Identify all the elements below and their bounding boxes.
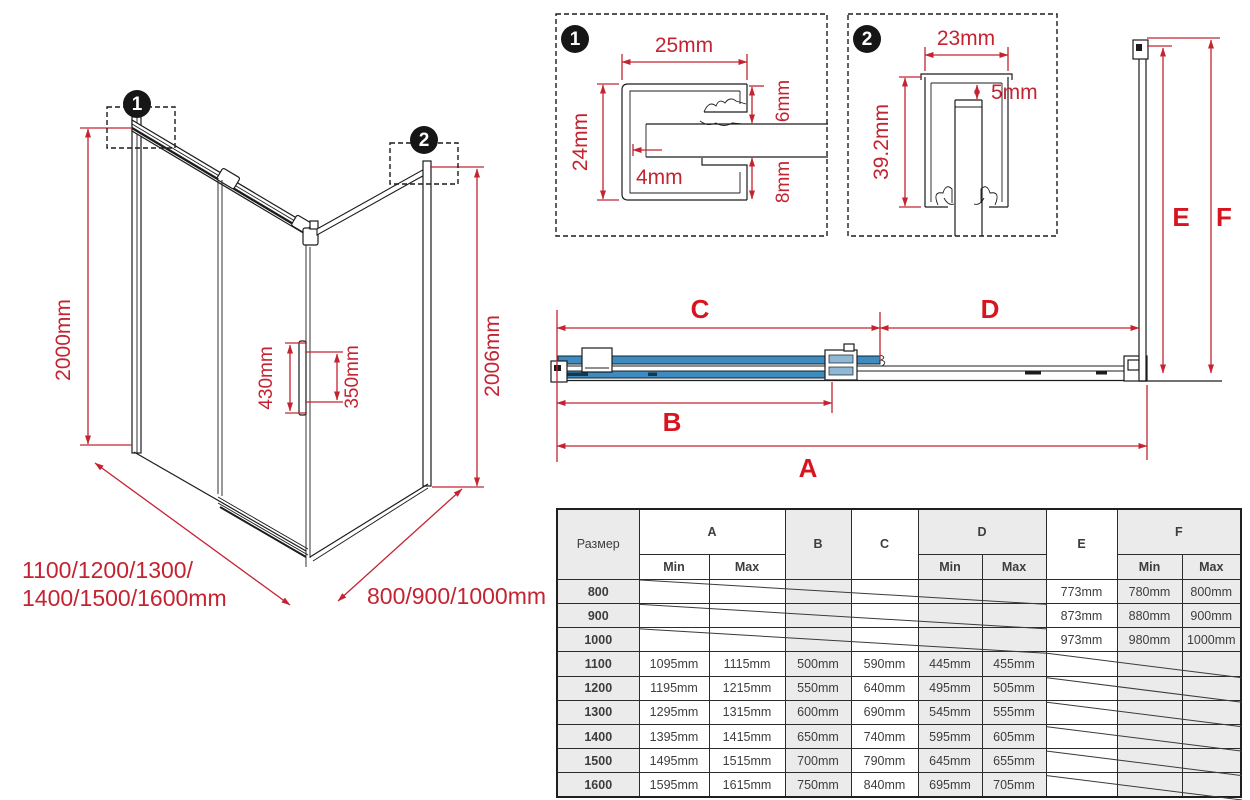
subheader-a-min: Min: [639, 554, 709, 579]
table-cell: [1046, 773, 1117, 797]
table-cell: 555mm: [982, 700, 1046, 724]
table-cell: 880mm: [1117, 604, 1182, 628]
table-cell: 1515mm: [709, 749, 785, 773]
table-cell: 695mm: [918, 773, 982, 797]
table-cell: 1495mm: [639, 749, 709, 773]
table-cell: 655mm: [982, 749, 1046, 773]
row-label: 1000: [557, 628, 639, 652]
table-cell: [639, 604, 709, 628]
table-cell: [1182, 724, 1241, 748]
subheader-d-min: Min: [918, 554, 982, 579]
row-label: 1500: [557, 749, 639, 773]
table-cell: [1046, 749, 1117, 773]
table-cell: [1182, 676, 1241, 700]
dim-label-width-1: 1100/1200/1300/: [22, 557, 193, 583]
side-panel-plan: [1139, 43, 1146, 381]
table-cell: 650mm: [785, 724, 851, 748]
wall-profile-right: [423, 161, 431, 486]
table-cell: [1046, 724, 1117, 748]
column-header-e: E: [1046, 509, 1117, 579]
plan-label-a: A: [798, 453, 818, 483]
table-cell: 1595mm: [639, 773, 709, 797]
dim-label-profile1-top-lip: 6mm: [773, 79, 794, 123]
table-cell: 750mm: [785, 773, 851, 797]
table-cell: [982, 579, 1046, 603]
column-header-d: D: [918, 509, 1046, 554]
dim-label-profile2-width: 23mm: [936, 27, 996, 50]
table-cell: [1117, 749, 1182, 773]
subheader-a-max: Max: [709, 554, 785, 579]
table-cell: [785, 604, 851, 628]
table-cell: 1315mm: [709, 700, 785, 724]
row-label: 1400: [557, 724, 639, 748]
table-cell: [1182, 700, 1241, 724]
row-label: 800: [557, 579, 639, 603]
table-cell: [918, 604, 982, 628]
table-cell: 1295mm: [639, 700, 709, 724]
table-cell: 1115mm: [709, 652, 785, 676]
size-column-header: Размер: [557, 509, 639, 579]
center-roller-block: [825, 350, 857, 380]
table-cell: [918, 628, 982, 652]
table-cell: 545mm: [918, 700, 982, 724]
column-header-a: A: [639, 509, 785, 554]
table-cell: 700mm: [785, 749, 851, 773]
table-row: [557, 724, 1241, 748]
table-cell: 900mm: [1182, 604, 1241, 628]
table-cell: [639, 628, 709, 652]
table-cell: [982, 628, 1046, 652]
table-cell: 495mm: [918, 676, 982, 700]
column-header-b: B: [785, 509, 851, 579]
detail-view-1: [556, 14, 828, 236]
table-cell: [1046, 700, 1117, 724]
table-cell: 1095mm: [639, 652, 709, 676]
table-row: [557, 773, 1241, 797]
table-cell: [1117, 652, 1182, 676]
dim-label-profile2-height: 39.2mm: [870, 104, 893, 180]
plan-label-f: F: [1216, 202, 1232, 232]
dim-label-profile1-height: 24mm: [569, 112, 592, 172]
table-cell: 790mm: [851, 749, 918, 773]
table-cell: [709, 628, 785, 652]
table-cell: 505mm: [982, 676, 1046, 700]
table-cell: 1615mm: [709, 773, 785, 797]
table-cell: [1182, 749, 1241, 773]
table-cell: [1182, 652, 1241, 676]
table-cell: 1395mm: [639, 724, 709, 748]
table-cell: [1046, 652, 1117, 676]
table-cell: 1215mm: [709, 676, 785, 700]
plan-label-c: C: [690, 294, 710, 324]
table-cell: 500mm: [785, 652, 851, 676]
table-cell: [982, 604, 1046, 628]
table-cell: 600mm: [785, 700, 851, 724]
table-cell: [1117, 773, 1182, 797]
table-cell: 773mm: [1046, 579, 1117, 603]
table-cell: [1117, 676, 1182, 700]
table-cell: [1117, 724, 1182, 748]
table-cell: 590mm: [851, 652, 918, 676]
table-cell: [785, 628, 851, 652]
table-cell: [709, 604, 785, 628]
table-row: [557, 676, 1241, 700]
table-cell: [785, 579, 851, 603]
door-handle: [299, 341, 306, 415]
table-row: [557, 749, 1241, 773]
table-cell: 800mm: [1182, 579, 1241, 603]
callout-number-2: 2: [418, 130, 430, 151]
table-cell: [709, 579, 785, 603]
detail-1-number: 1: [569, 29, 581, 50]
table-cell: 1415mm: [709, 724, 785, 748]
table-row: [557, 652, 1241, 676]
width-dimension-arrow: [95, 463, 290, 605]
dim-label-handle-length: 430mm: [256, 346, 277, 410]
table-cell: 455mm: [982, 652, 1046, 676]
table-cell: 705mm: [982, 773, 1046, 797]
wall-profile-left: [132, 117, 141, 453]
row-label: 1300: [557, 700, 639, 724]
table-cell: 690mm: [851, 700, 918, 724]
callout-number-1: 1: [131, 94, 143, 115]
subheader-f-max: Max: [1182, 554, 1241, 579]
table-cell: 640mm: [851, 676, 918, 700]
subheader-f-min: Min: [1117, 554, 1182, 579]
dim-label-profile1-width: 25mm: [654, 34, 714, 57]
table-cell: [918, 579, 982, 603]
table-cell: [851, 628, 918, 652]
table-cell: [1046, 676, 1117, 700]
table-cell: 873mm: [1046, 604, 1117, 628]
dim-label-profile1-bottom-lip: 8mm: [773, 160, 794, 204]
roller-clip: [936, 187, 952, 205]
row-label: 900: [557, 604, 639, 628]
table-row: [557, 700, 1241, 724]
column-header-f: F: [1117, 509, 1241, 554]
wall-bracket-plan: [551, 361, 567, 382]
row-label: 1600: [557, 773, 639, 797]
table-cell: [639, 579, 709, 603]
table-cell: 645mm: [918, 749, 982, 773]
table-cell: 595mm: [918, 724, 982, 748]
table-cell: 840mm: [851, 773, 918, 797]
detail-view-2: [848, 14, 1057, 236]
table-cell: 740mm: [851, 724, 918, 748]
table-row: [557, 604, 1241, 628]
table-cell: 550mm: [785, 676, 851, 700]
dim-label-depth: 800/900/1000mm: [367, 583, 547, 609]
dim-label-profile1-inner: 4mm: [636, 166, 683, 189]
dimension-table: [556, 508, 1244, 800]
plan-label-b: B: [662, 407, 682, 437]
table-cell: 605mm: [982, 724, 1046, 748]
dim-label-profile2-gap: 5mm: [991, 81, 1038, 104]
size-table: [556, 508, 1242, 798]
table-cell: 980mm: [1117, 628, 1182, 652]
table-cell: [851, 604, 918, 628]
subheader-d-max: Max: [982, 554, 1046, 579]
dim-label-handle-spacing: 350mm: [342, 345, 363, 409]
table-cell: [1182, 773, 1241, 797]
dim-label-height-right: 2006mm: [481, 315, 504, 397]
table-cell: 973mm: [1046, 628, 1117, 652]
table-cell: 1195mm: [639, 676, 709, 700]
table-cell: 1000mm: [1182, 628, 1241, 652]
table-row: [557, 628, 1241, 652]
row-label: 1100: [557, 652, 639, 676]
row-label: 1200: [557, 676, 639, 700]
table-row: [557, 579, 1241, 603]
table-cell: 445mm: [918, 652, 982, 676]
table-cell: [851, 579, 918, 603]
table-cell: 780mm: [1117, 579, 1182, 603]
side-top-rail: [317, 167, 428, 235]
table-cell: [1117, 700, 1182, 724]
dim-label-height-left: 2000mm: [52, 299, 75, 381]
corner-connector: [303, 228, 318, 245]
column-header-c: C: [851, 509, 918, 579]
dim-label-width-2: 1400/1500/1600mm: [22, 585, 227, 611]
isometric-view: [22, 90, 546, 611]
plan-label-e: E: [1172, 202, 1190, 232]
plan-label-d: D: [980, 294, 1000, 324]
detail-2-number: 2: [861, 29, 873, 50]
